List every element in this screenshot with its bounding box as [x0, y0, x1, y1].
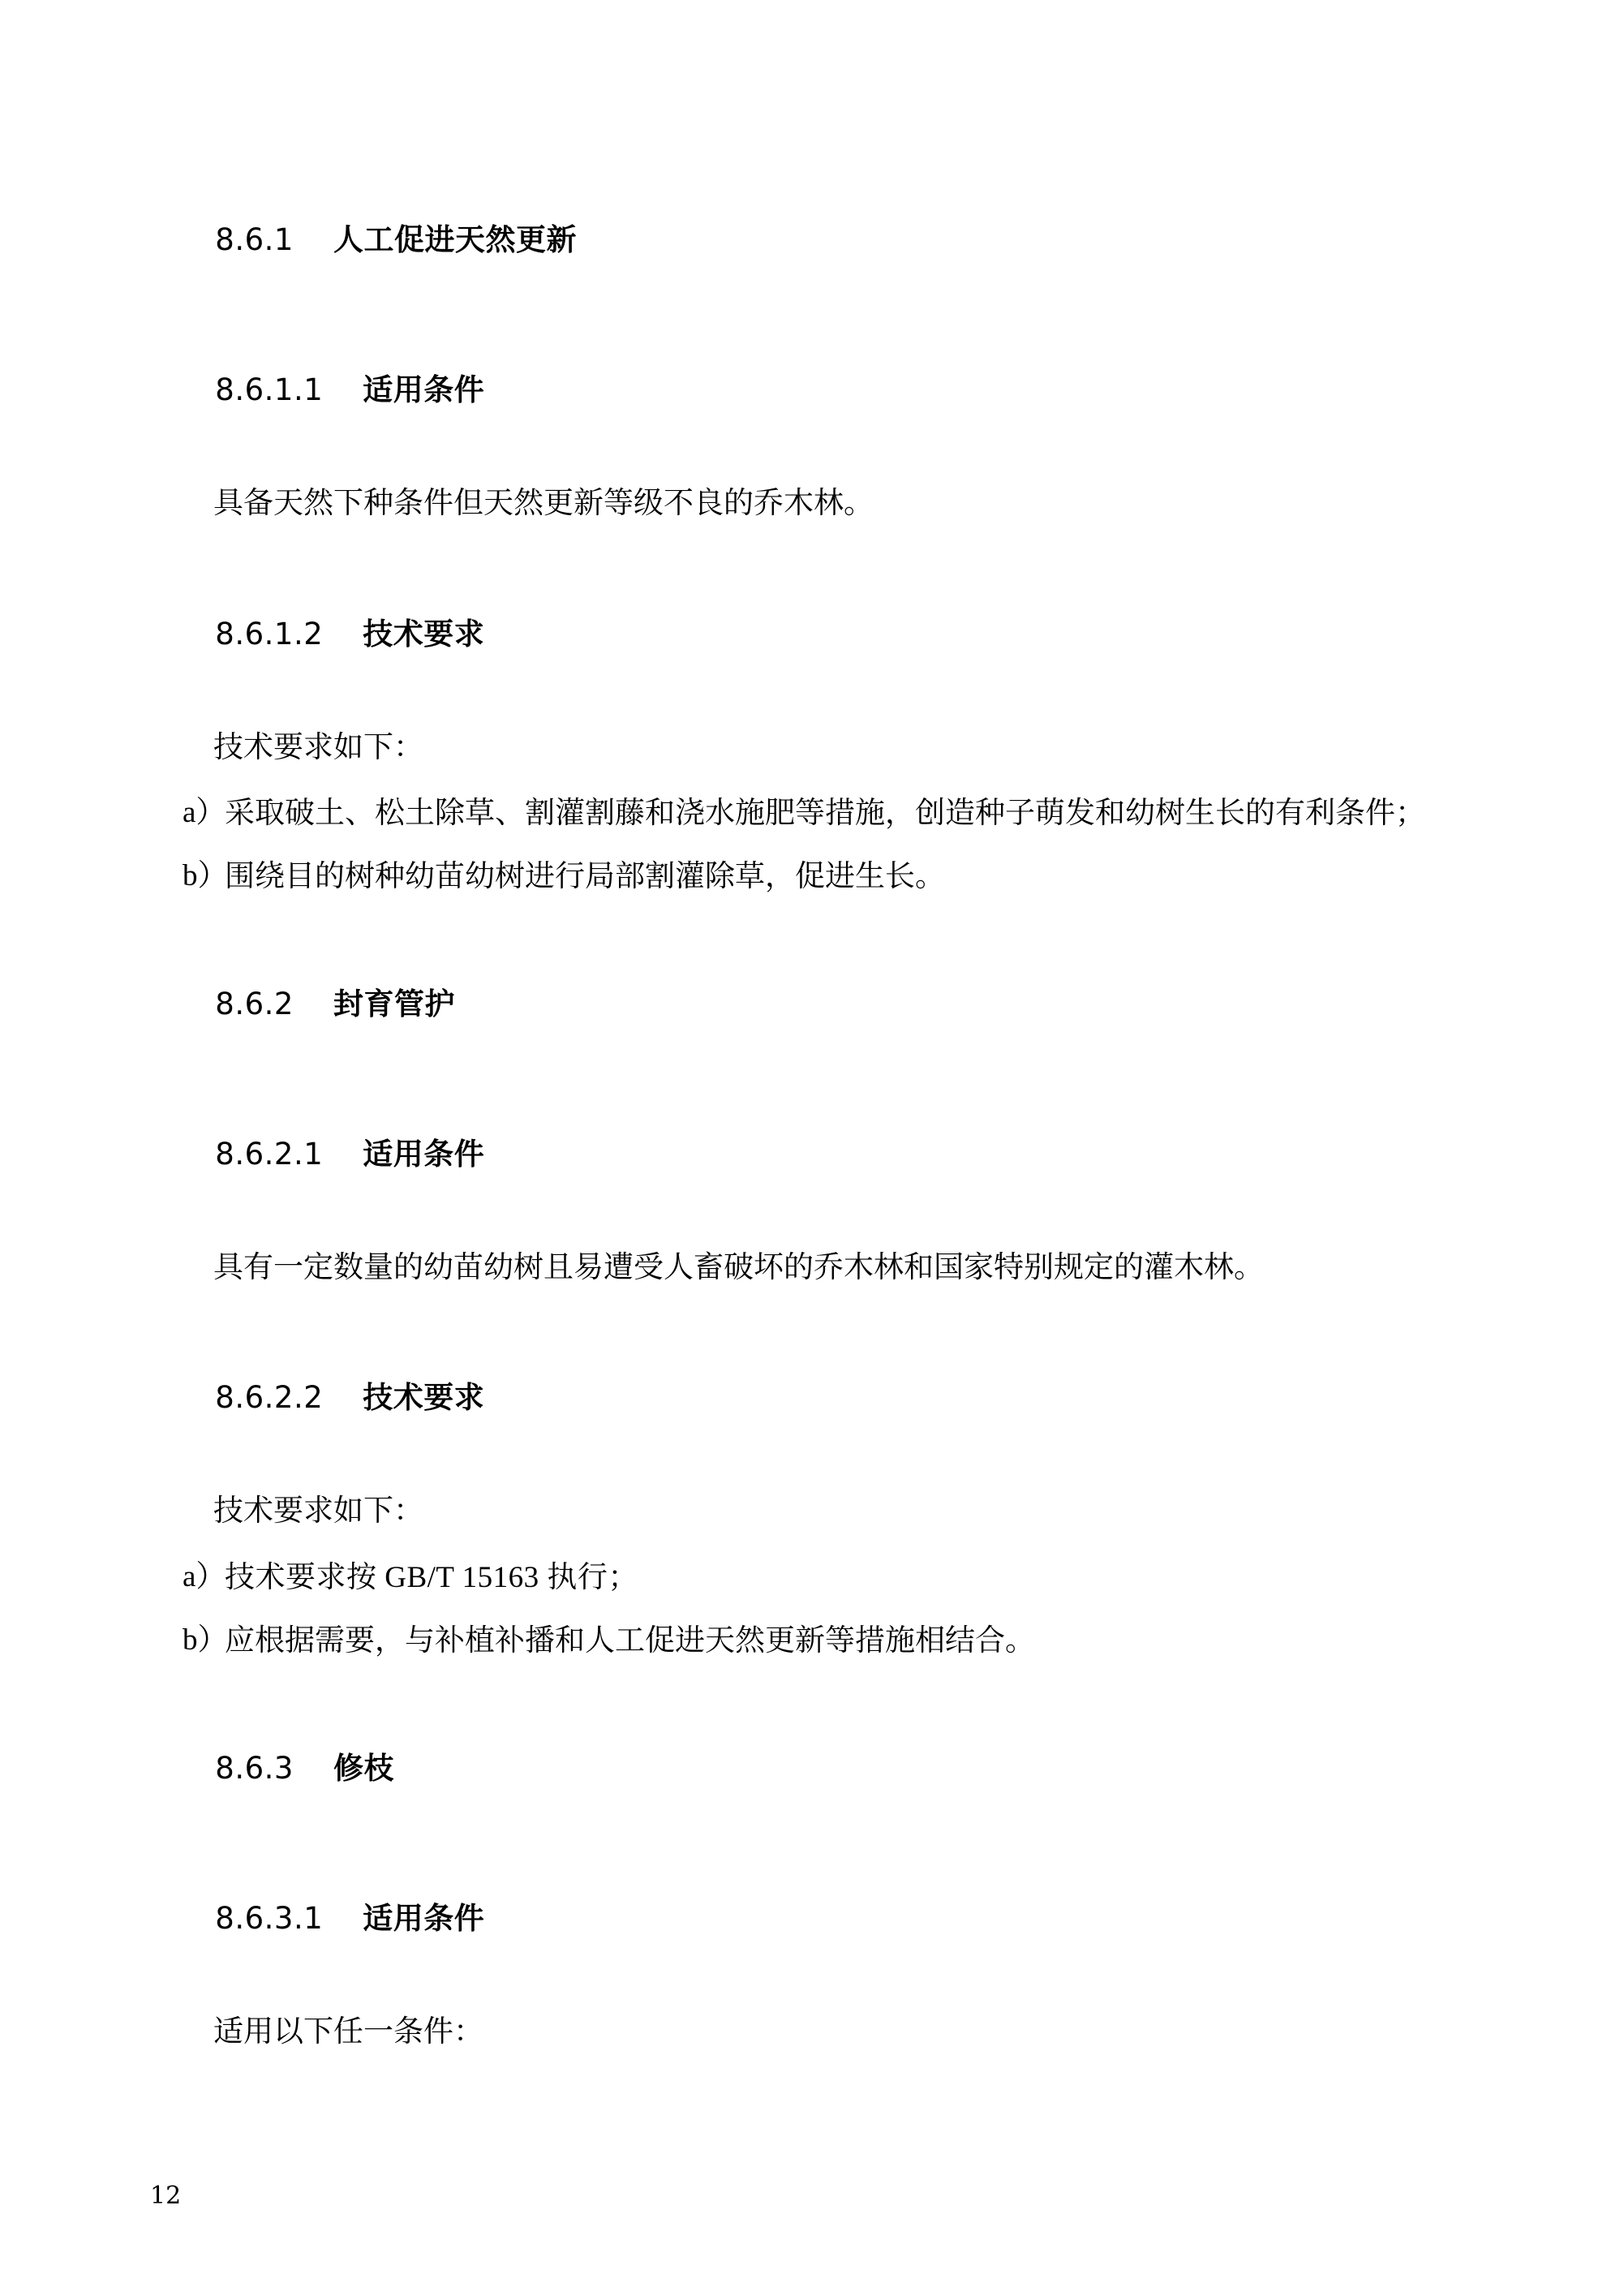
list-item: [150, 787, 1448, 839]
list-item: [150, 850, 1448, 902]
list-item-text: 应根据需要，与补植补播和人工促进天然更新等措施相结合。: [225, 1623, 1035, 1658]
heading-title: 修枝: [333, 1751, 394, 1786]
heading-title: 适用条件: [363, 1901, 485, 1936]
heading-title: 适用条件: [363, 1136, 485, 1172]
heading-8-6-1: [150, 195, 1448, 285]
paragraph-8-6-2-1-body: 具有一定数量的幼苗幼树且易遭受人畜破坏的乔木林和国家特别规定的灌木林。: [213, 1249, 1264, 1284]
paragraph-8-6-1-2-lead: 技术要求如下：: [213, 729, 423, 764]
list-8-6-2-2: [150, 1551, 1448, 1666]
paragraph-8-6-3-1-lead: 适用以下任一条件：: [213, 2014, 483, 2049]
heading-8-6-3: [150, 1723, 1448, 1813]
heading-number: 8.6.1.1: [215, 372, 324, 407]
heading-8-6-2-2: [150, 1352, 1448, 1443]
list-marker: b）: [183, 858, 228, 892]
paragraph-8-6-2-2-lead: 技术要求如下：: [213, 1493, 423, 1529]
heading-title: 技术要求: [363, 1380, 485, 1416]
heading-number: 8.6.3: [215, 1751, 294, 1786]
heading-title: 封育管护: [333, 986, 455, 1021]
heading-title: 适用条件: [363, 372, 485, 407]
list-item-text: 技术要求按 GB/T 15163 执行；: [225, 1560, 638, 1594]
heading-8-6-1-1: [150, 345, 1448, 435]
heading-number: 8.6.2: [215, 986, 294, 1021]
list-item: [150, 1551, 1448, 1604]
paragraph-8-6-1-1-body: 具备天然下种条件但天然更新等级不良的乔木林。: [213, 485, 874, 520]
list-8-6-1-2: [150, 787, 1448, 901]
heading-number: 8.6.1.2: [215, 616, 324, 651]
list-item: [150, 1615, 1448, 1666]
heading-8-6-2: [150, 959, 1448, 1049]
list-item-text: 围绕目的树种幼苗幼树进行局部割灌除草，促进生长。: [225, 858, 945, 893]
heading-number: 8.6.1: [215, 222, 294, 257]
list-marker: a）: [183, 1559, 226, 1593]
heading-8-6-2-1: [150, 1109, 1448, 1199]
list-marker: a）: [183, 796, 226, 830]
list-item-text: 采取破土、松土除草、割灌割藤和浇水施肥等措施，创造种子萌发和幼树生长的有利条件；: [225, 795, 1425, 831]
heading-8-6-1-2: [150, 589, 1448, 679]
heading-title: 技术要求: [363, 616, 485, 651]
heading-number: 8.6.3.1: [215, 1901, 324, 1936]
heading-number: 8.6.2.2: [215, 1380, 324, 1416]
heading-title: 人工促进天然更新: [333, 222, 577, 257]
heading-8-6-3-1: [150, 1873, 1448, 1963]
heading-number: 8.6.2.1: [215, 1136, 324, 1172]
page-number: 12: [150, 2182, 182, 2210]
page-content: [150, 195, 1448, 2057]
list-marker: b）: [183, 1623, 228, 1658]
